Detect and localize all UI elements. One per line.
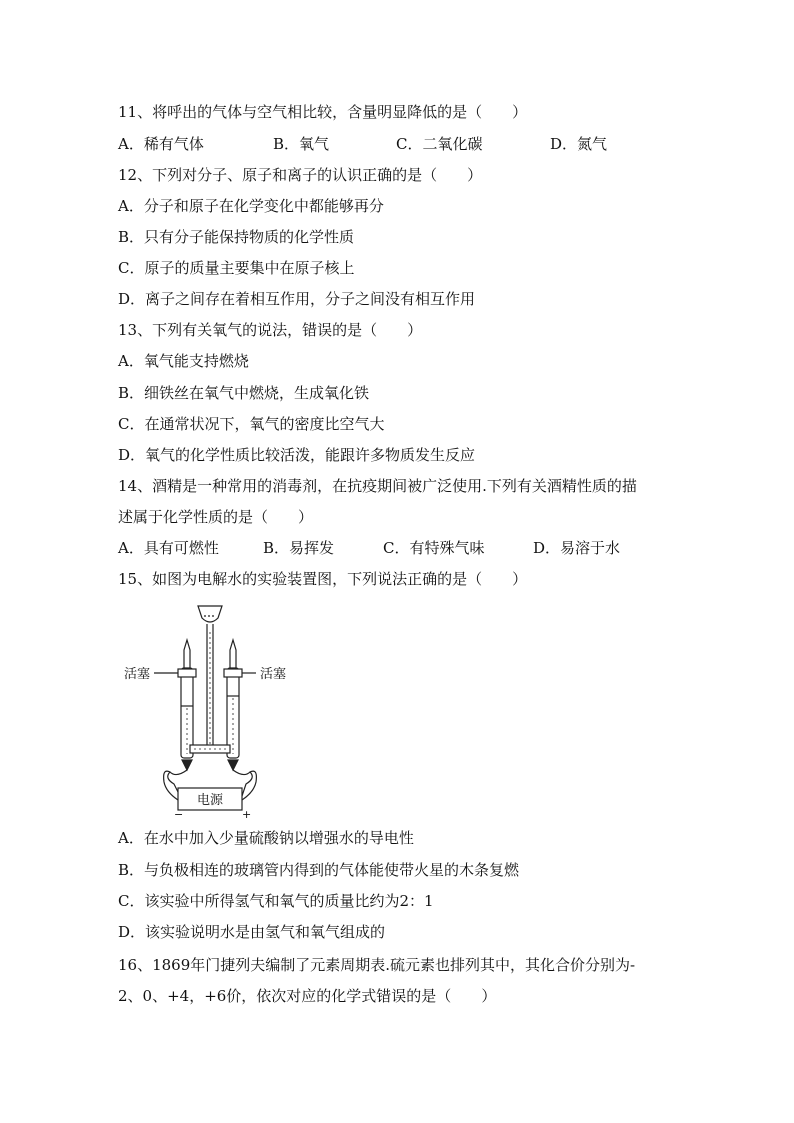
positive-terminal-sign: + — [242, 808, 252, 820]
stopcock-label-left: 活塞 — [124, 667, 151, 682]
q14-option-c: C．有特殊气味 — [383, 539, 485, 557]
power-supply-label: 电源 — [197, 793, 224, 808]
q13-option-b: B．细铁丝在氧气中燃烧，生成氧化铁 — [118, 384, 370, 402]
q11-option-a: A．稀有气体 — [118, 135, 204, 153]
electrolysis-apparatus-figure — [118, 600, 308, 820]
question-13-stem: 13、下列有关氧气的说法，错误的是（ ） — [118, 321, 423, 339]
q15-option-b: B．与负极相连的玻璃管内得到的气体能使带火星的木条复燃 — [118, 861, 520, 879]
q13-option-c: C．在通常状况下，氧气的密度比空气大 — [118, 415, 385, 433]
question-14-stem-line2: 述属于化学性质的是（ ） — [118, 508, 314, 526]
q14-option-b: B．易挥发 — [263, 539, 335, 557]
question-11-stem: 11、将呼出的气体与空气相比较，含量明显降低的是（ ） — [118, 103, 528, 121]
q13-option-a: A．氧气能支持燃烧 — [118, 352, 249, 370]
question-16-stem-line2: 2、0、+4，+6价，依次对应的化学式错误的是（ ） — [118, 987, 497, 1005]
q12-option-d: D．离子之间存在着相互作用，分子之间没有相互作用 — [118, 290, 476, 308]
q12-option-a: A．分子和原子在化学变化中都能够再分 — [118, 197, 384, 215]
q11-option-b: B．氧气 — [273, 135, 330, 153]
negative-terminal-sign: − — [174, 808, 184, 820]
q15-option-a: A．在水中加入少量硫酸钠以增强水的导电性 — [118, 829, 414, 847]
q15-option-d: D．该实验说明水是由氢气和氧气组成的 — [118, 923, 386, 941]
stopcock-label-right: 活塞 — [260, 667, 287, 682]
question-15-stem: 15、如图为电解水的实验装置图，下列说法正确的是（ ） — [118, 570, 528, 588]
q11-option-c: C．二氧化碳 — [396, 135, 483, 153]
q15-option-c: C．该实验中所得氢气和氧气的质量比约为2：1 — [118, 892, 434, 910]
question-12-stem: 12、下列对分子、原子和离子的认识正确的是（ ） — [118, 166, 483, 184]
q13-option-d: D．氧气的化学性质比较活泼，能跟许多物质发生反应 — [118, 446, 476, 464]
q14-option-d: D．易溶于水 — [533, 539, 621, 557]
q12-option-c: C．原子的质量主要集中在原子核上 — [118, 259, 355, 277]
q14-option-a: A．具有可燃性 — [118, 539, 219, 557]
question-16-stem-line1: 16、1869年门捷列夫编制了元素周期表.硫元素也排列其中，其化合价分别为- — [118, 956, 636, 974]
electrolysis-diagram — [118, 600, 308, 820]
q11-option-d: D．氮气 — [550, 135, 608, 153]
q12-option-b: B．只有分子能保持物质的化学性质 — [118, 228, 355, 246]
question-14-stem-line1: 14、酒精是一种常用的消毒剂，在抗疫期间被广泛使用.下列有关酒精性质的描 — [118, 477, 637, 495]
